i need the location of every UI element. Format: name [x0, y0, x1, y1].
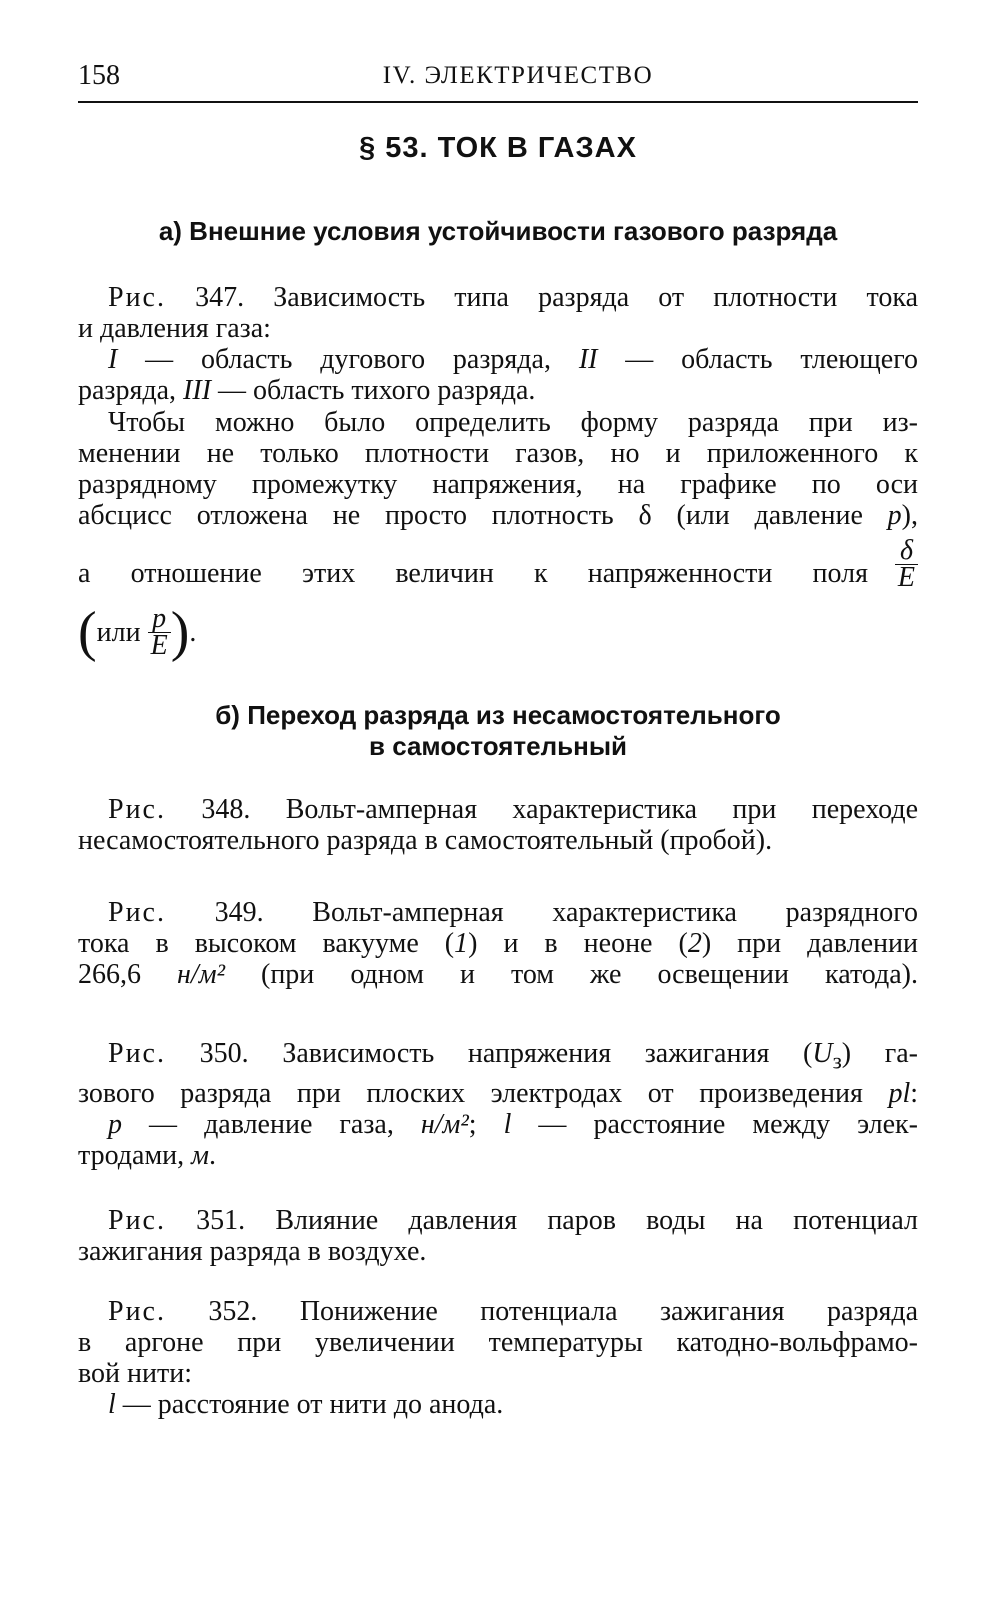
fig350-caption: Рис. 350. Зависимость напряжения зажигания $(U_з)$ га- зового разряда при плоских электродах от произведения pl: p — давление газа, н/м²; l — расстояние между элек- тродами, м.	[78, 1038, 919, 1171]
document-page	[78, 0, 918, 1601]
header-rule	[78, 101, 918, 103]
explanation-paragraph: Чтобы можно было определить форму разряда при из- менении не только плотности газов, но и приложенного к разрядному промежутку напряжения, на графике по оси абсцисс отложена не просто плотность δ (или давление p),	[78, 407, 918, 531]
page-number: 158	[78, 60, 120, 91]
subsection-b-title: б) Переход разряда из несамостоятельного в самостоятельный	[215, 700, 781, 761]
section-title: § 53. ТОК В ГАЗАХ	[359, 132, 637, 164]
fig351-caption: Рис. 351. Влияние давления паров воды на потенциал зажигания разряда в воздухе.	[78, 1205, 919, 1267]
page-header	[78, 60, 918, 100]
fraction-delta-over-e: $\frac{\delta}{E}$	[895, 538, 918, 591]
explanation-parenthetical: (или $\frac{p}{E}$ ).	[78, 601, 197, 663]
fig348-caption: Рис. 348. Вольт-амперная характеристика при переходе несамостоятельного разряда в самостоятельный (пробой).	[78, 794, 919, 856]
running-head: IV. ЭЛЕКТРИЧЕСТВО	[382, 62, 654, 89]
subsection-a-title: а) Внешние условия устойчивости газового разряда	[158, 216, 838, 246]
fig-label: Рис.	[108, 282, 166, 313]
fig347-caption: Рис. 347. Зависимость типа разряда от плотности тока и давления газа: I — область дугового разряда, II — область тлеющего разряда, III — область тихого разряда.	[78, 282, 919, 406]
explanation-fraction-line: а отношение этих величин к напряженности поля $\frac{\delta}{E}$	[78, 538, 918, 608]
fig349-caption: Рис. 349. Вольт-амперная характеристика разрядного тока в высоком вакууме (1) и в неоне (2) при давлении 266,6 н/м² (при одном и том же освещении катода).	[78, 897, 918, 990]
fraction-p-over-e: $\frac{p}{E}$	[148, 606, 171, 659]
fig352-caption: Рис. 352. Понижение потенциала зажигания разряда в аргоне при увеличении температуры катодно-вольфрамо- вой нити: l — расстояние от нити до анода.	[78, 1296, 918, 1420]
